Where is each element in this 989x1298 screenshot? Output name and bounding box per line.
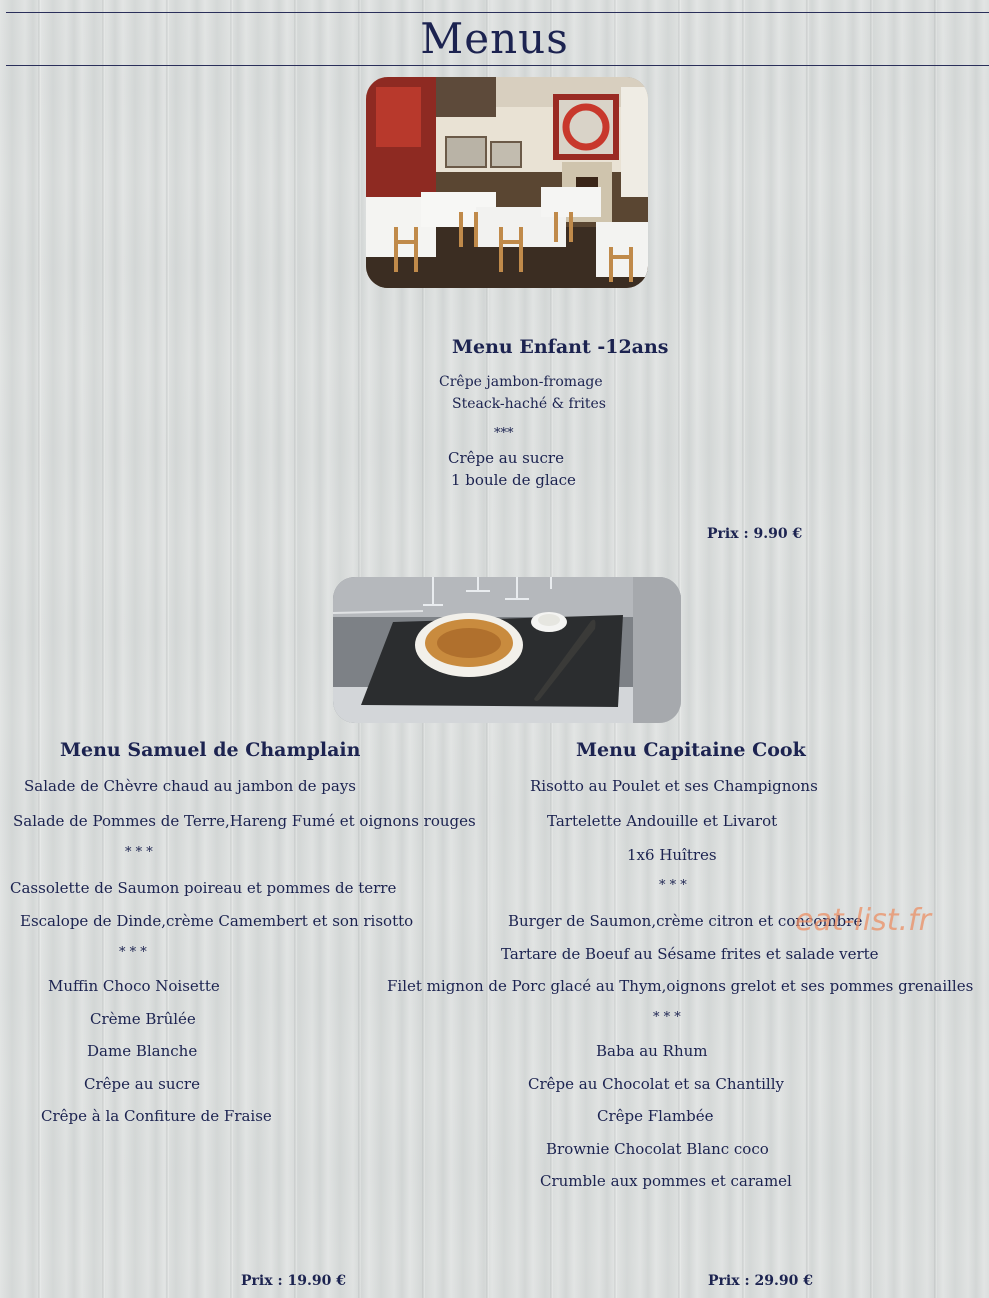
menu-cook-item: Baba au Rhum bbox=[596, 1042, 708, 1060]
menu-champlain-separator: * * * bbox=[119, 945, 147, 960]
menu-cook-item: Filet mignon de Porc glacé au Thym,oignons grelot et ses pommes grenailles bbox=[387, 977, 974, 995]
menu-cook-price: Prix : 29.90 € bbox=[708, 1273, 813, 1289]
menu-enfant-price: Prix : 9.90 € bbox=[707, 526, 803, 542]
menu-champlain-item: Salade de Chèvre chaud au jambon de pays bbox=[24, 777, 357, 795]
menu-enfant-title: Menu Enfant -12ans bbox=[452, 336, 669, 358]
menu-cook-item: 1x6 Huîtres bbox=[627, 846, 717, 864]
restaurant-interior-photo bbox=[366, 77, 648, 288]
menu-cook-separator: * * * bbox=[659, 878, 687, 893]
top-rule bbox=[6, 12, 989, 13]
title-underline bbox=[6, 65, 989, 66]
menu-cook-title: Menu Capitaine Cook bbox=[576, 739, 806, 761]
menu-champlain-item: Crêpe au sucre bbox=[84, 1075, 200, 1093]
menu-champlain-item: Cassolette de Saumon poireau et pommes de terre bbox=[10, 879, 397, 897]
menu-champlain-item: Crêpe à la Confiture de Fraise bbox=[41, 1107, 272, 1125]
menu-cook-item: Risotto au Poulet et ses Champignons bbox=[530, 777, 818, 795]
menu-champlain-separator: * * * bbox=[125, 845, 153, 860]
menu-cook-item: Crumble aux pommes et caramel bbox=[540, 1172, 792, 1190]
menu-cook-item: Tartare de Boeuf au Sésame frites et salade verte bbox=[501, 945, 879, 963]
watermark: eat-list.fr bbox=[795, 903, 931, 938]
menu-enfant-item: Crêpe jambon-fromage bbox=[439, 374, 603, 390]
menu-champlain-item: Crème Brûlée bbox=[90, 1010, 196, 1028]
menu-champlain-item: Salade de Pommes de Terre,Hareng Fumé et oignons rouges bbox=[13, 812, 476, 830]
menu-champlain-item: Escalope de Dinde,crème Camembert et son risotto bbox=[20, 912, 414, 930]
menu-cook-item: Burger de Saumon,crème citron et concombre bbox=[508, 912, 863, 930]
menu-enfant-item: Steack-haché & frites bbox=[452, 396, 606, 412]
menu-enfant-item: Crêpe au sucre bbox=[448, 449, 564, 467]
menu-enfant-item: 1 boule de glace bbox=[451, 471, 576, 489]
menu-champlain-price: Prix : 19.90 € bbox=[241, 1273, 346, 1289]
page-title: Menus bbox=[420, 14, 569, 63]
menu-cook-item: Crêpe Flambée bbox=[597, 1107, 714, 1125]
dish-photo bbox=[333, 577, 681, 723]
menu-champlain-item: Muffin Choco Noisette bbox=[48, 977, 220, 995]
menu-cook-item: Brownie Chocolat Blanc coco bbox=[546, 1140, 769, 1158]
menu-cook-item: Crêpe au Chocolat et sa Chantilly bbox=[528, 1075, 784, 1093]
menu-cook-separator: * * * bbox=[653, 1010, 681, 1025]
menu-enfant-separator: *** bbox=[494, 426, 514, 441]
menu-champlain-item: Dame Blanche bbox=[87, 1042, 198, 1060]
menu-cook-item: Tartelette Andouille et Livarot bbox=[547, 812, 778, 830]
menu-champlain-title: Menu Samuel de Champlain bbox=[60, 739, 361, 761]
